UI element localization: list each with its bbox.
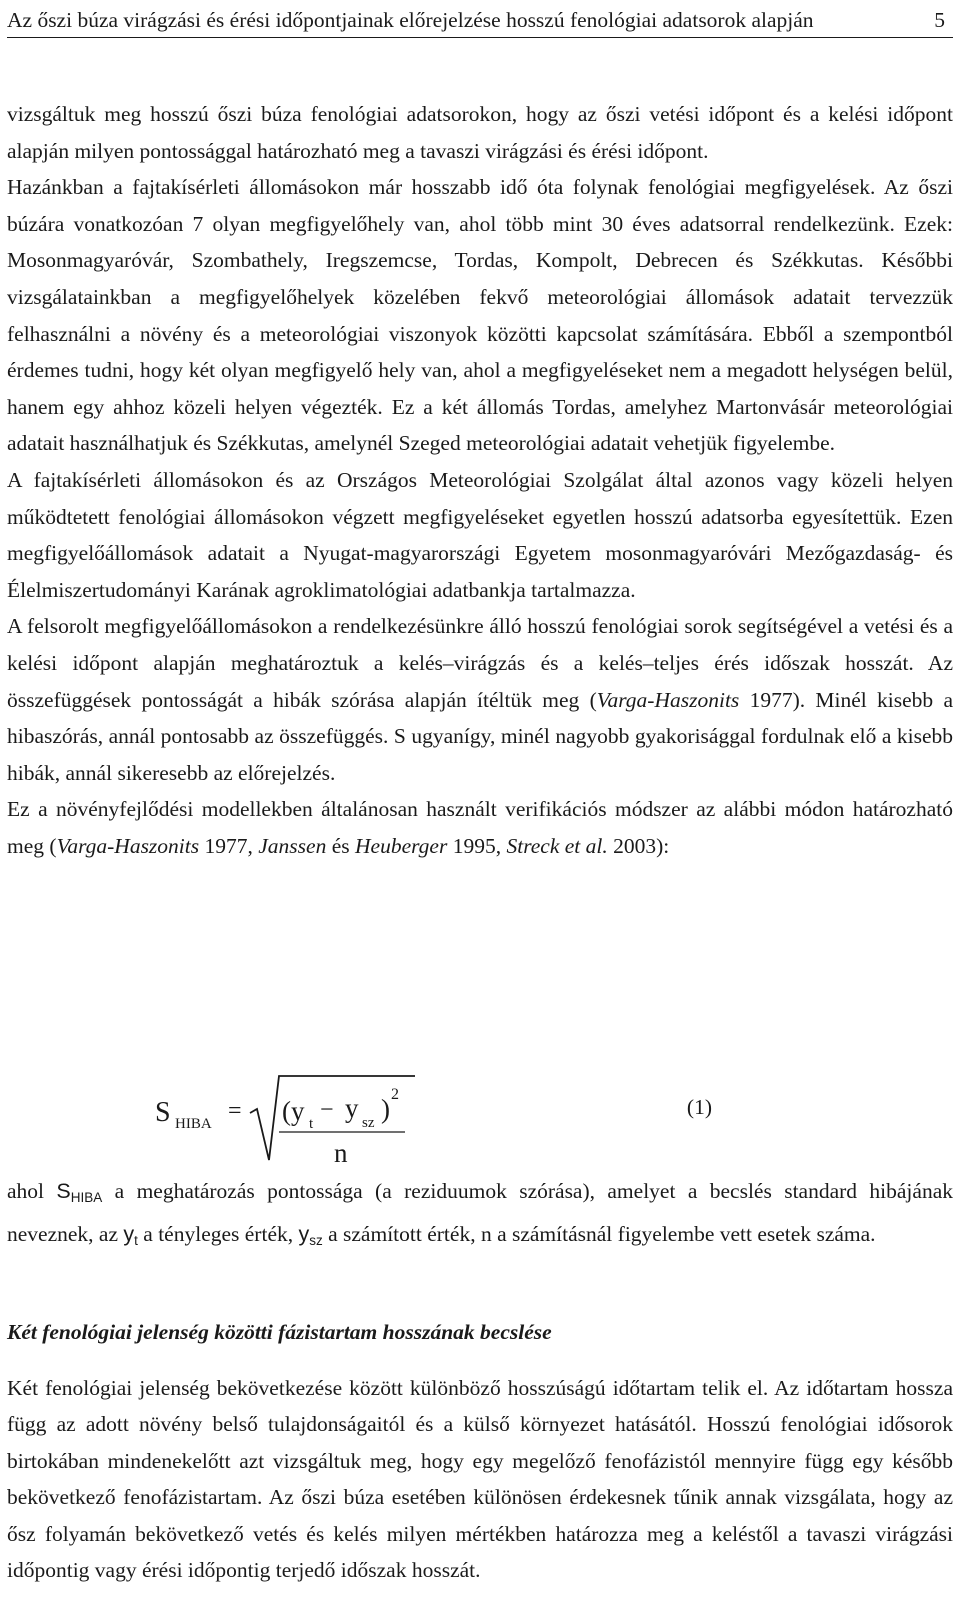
- numerator-exponent: 2: [391, 1086, 399, 1103]
- symbol-s-subscript: HIBA: [70, 1190, 103, 1205]
- header-rule: [7, 37, 953, 38]
- numerator-close: ): [381, 1094, 390, 1124]
- section-paragraph: Két fenológiai jelenség bekövetkezése között különböző hosszúságú időtartam telik el. Az időtartam hossza függ az adott növény belső tulajdonságaitól és a külső környezet hatásától. Hosszú fenológiai idősorok birtokában mindenekelőtt azt vizsgáltuk meg, hogy egy megelőző fenofázistól mennyire függ egy később bekövetkező fenofázistartam. Az őszi búza esetében különösen érdekesnek tűnik annak vizsgálata, hogy az ősz folyamán bekövetkező vetés és kelés milyen mértékben határozza meg a keléstől a tavaszi virágzási időpontig vagy érési időpontig terjedő időszak hosszát.: [7, 1376, 953, 1583]
- symbol-ysz: y: [298, 1222, 310, 1246]
- equation-lhs-subscript: HIBA: [175, 1116, 212, 1132]
- denominator: n: [334, 1138, 348, 1168]
- paragraph-verification: Ez a növényfejlődési modellekben általánosan használt verifikációs módszer az alábbi módon határozható meg (Varga-Haszonits 1977, Janssen és Heuberger 1995, Streck et al. 2003):: [7, 797, 953, 858]
- section-body: [7, 1370, 953, 1588]
- paragraph-merge: A fajtakísérleti állomásokon és az Országos Meteorológiai Szolgálat által azonos vagy közeli helyen működtetett fenológiai állomásokon végzett megfigyeléseket egyetlen hosszú adatsorba egyesítettük. Ezen megfigyelőállomások adatait a Nyugat-magyarországi Egyetem mosonmagyaróvári Mezőgazdaság- és Élelmiszertudományi Karának agroklimatológiai adatbankja tartalmazza.: [7, 467, 953, 602]
- symbol-yt-subscript: t: [134, 1233, 138, 1248]
- symbol-yt: y: [123, 1222, 135, 1246]
- equation-svg: [7, 1058, 707, 1168]
- numerator-y: y: [345, 1093, 359, 1123]
- symbol-s: S: [56, 1179, 71, 1203]
- citation: Varga-Haszonits: [56, 833, 200, 858]
- body-text: [7, 96, 953, 864]
- citation: Varga-Haszonits: [596, 687, 740, 712]
- equation-explanation: [7, 1173, 953, 1259]
- equation-block: [7, 1058, 953, 1168]
- paragraph-method: A felsorolt megfigyelőállomásokon a rendelkezésünkre álló hosszú fenológiai sorok segítségével a vetési és a kelési időpont alapján meghatároztuk a kelés–virágzás és a kelés–teljes érés időszak hosszát. Az összefüggések pontosságát a hibák szórása alapján ítéltük meg (Varga-Haszonits 1977). Minél kisebb a hibaszórás, annál pontosabb az összefüggés. S ugyanígy, minél nagyobb gyakorisággal fordulnak elő a kisebb hibák, annál sikeresebb az előrejelzés.: [7, 614, 953, 785]
- numerator-open: (y: [282, 1096, 305, 1126]
- citation: Streck et al.: [506, 833, 608, 858]
- explanation-paragraph: ahol $S_{HIBA}$ a meghatározás pontossága (a reziduumok szórása), amelyet a becslés standard hibájának neveznek, az $y_t$ a tényleges érték, $y_{sz}$ a számított érték, n a számításnál figyelembe vett esetek száma.: [7, 1179, 953, 1248]
- numerator-sub-sz: sz: [362, 1115, 375, 1131]
- equation-equals: =: [228, 1098, 242, 1124]
- citation: Janssen: [258, 833, 327, 858]
- running-title: Az őszi búza virágzási és érési időpontjainak előrejelzése hosszú fenológiai adatsorok alapján: [7, 8, 814, 32]
- section-heading: Két fenológiai jelenség közötti fázistartam hosszának becslése: [7, 1320, 552, 1344]
- page-number: 5: [934, 8, 945, 32]
- symbol-ysz-subscript: sz: [309, 1233, 323, 1248]
- citation: Heuberger: [355, 833, 448, 858]
- equation-lhs-symbol: S: [155, 1097, 171, 1128]
- numerator-sub-t: t: [309, 1116, 314, 1132]
- running-header: [7, 8, 953, 32]
- numerator-minus: −: [320, 1097, 334, 1123]
- paragraph-intro: vizsgáltuk meg hosszú őszi búza fenológiai adatsorokon, hogy az őszi vetési időpont és a kelési időpont alapján milyen pontossággal határozható meg a tavaszi virágzási és érési időpont.: [7, 102, 953, 163]
- equation-number: (1): [686, 1095, 712, 1119]
- paragraph-stations: Hazánkban a fajtakísérleti állomásokon már hosszabb idő óta folynak fenológiai megfigyelések. Az őszi búzára vonatkozóan 7 olyan megfigyelőhely van, ahol több mint 30 éves adatsorral rendelkezünk. Ezek: Mosonmagyaróvár, Szombathely, Iregszemcse, Tordas, Kompolt, Debrecen és Székkutas. Későbbi vizsgálatainkban a megfigyelőhelyek közelében fekvő meteorológiai állomások adatait tervezzük felhasználni a növény és a meteorológiai viszonyok közötti kapcsolat számítására. Ebből a szempontból érdemes tudni, hogy két olyan megfigyelő hely van, ahol a megfigyeléseket nem a megadott helységen belül, hanem egy ahhoz közeli helyen végezték. Ez a két állomás Tordas, amelyhez Martonvásár meteorológiai adatait használhatjuk és Székkutas, amelynél Szeged meteorológiai adatait vehetjük figyelembe.: [7, 175, 953, 456]
